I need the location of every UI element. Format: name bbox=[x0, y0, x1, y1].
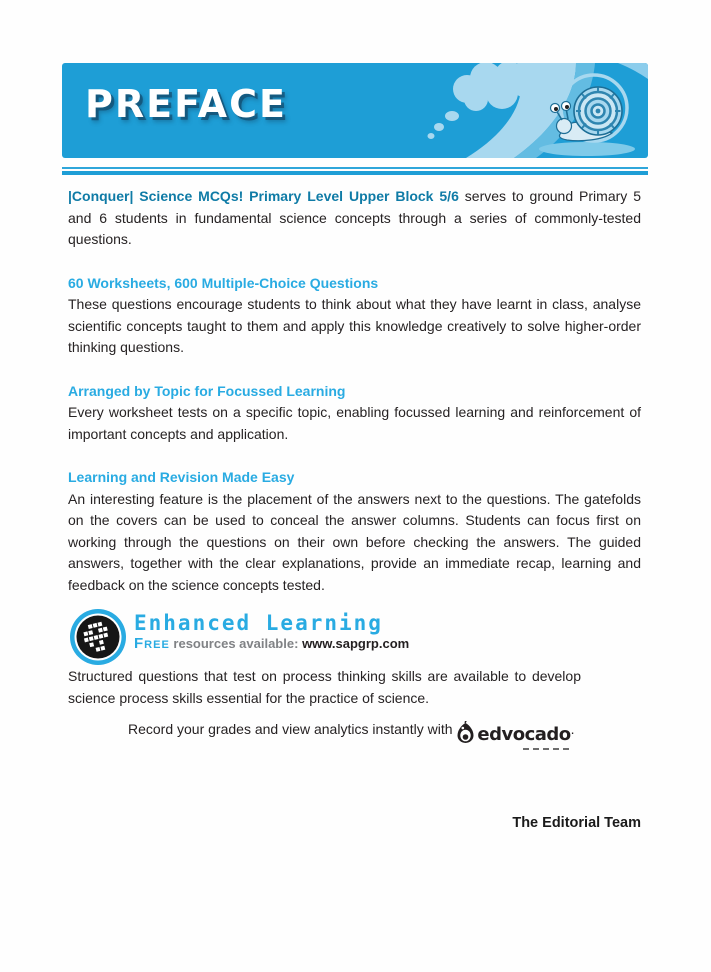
enhanced-learning-text bbox=[134, 608, 409, 652]
qr-badge-icon bbox=[69, 608, 127, 666]
enhanced-learning-title: Enhanced Learning bbox=[134, 611, 383, 635]
record-grades-line bbox=[128, 719, 641, 747]
header-divider bbox=[62, 167, 648, 175]
section-heading-arranged-by-topic: Arranged by Topic for Focussed Learning bbox=[68, 382, 346, 399]
record-line-period: . bbox=[570, 721, 575, 737]
section-body-learning-revision: An interesting feature is the placement of the answers next to the questions. The gatefolds on the covers can be used to conceal the answer columns. Students can focus first on working through the questions on their own before checking the answers. The guided answers, together with the clear explanations, provide an immediate recap, learning and feedback on the science concepts tested. bbox=[68, 490, 641, 593]
page-title: PREFACE bbox=[85, 82, 287, 126]
section-body-arranged-by-topic: Every worksheet tests on a specific topic, enabling focussed learning and reinforcement of important concepts and application. bbox=[68, 404, 641, 442]
edvocado-wordmark: edvocado bbox=[477, 724, 571, 745]
book-title: |Conquer| Science MCQs! Primary Level Upper Block 5/6 bbox=[68, 188, 459, 204]
header-banner bbox=[62, 63, 648, 158]
resources-label: resources available: bbox=[173, 636, 299, 651]
website-url: www.sapgrp.com bbox=[302, 636, 410, 651]
section-heading-worksheets: 60 Worksheets, 600 Multiple-Choice Questions bbox=[68, 274, 379, 291]
edvocado-logo bbox=[456, 721, 570, 747]
preface-body bbox=[68, 186, 641, 834]
free-label: Free bbox=[134, 635, 170, 652]
enhanced-learning-subtitle bbox=[134, 635, 409, 652]
editorial-team-signoff: The Editorial Team bbox=[512, 814, 641, 831]
brand-tagline-line bbox=[523, 748, 569, 750]
enhanced-learning-block bbox=[68, 608, 641, 666]
structured-questions-paragraph: Structured questions that test on process thinking skills are available to develop science process skills essential for the practice of science. bbox=[68, 668, 581, 706]
avocado-icon bbox=[456, 721, 475, 744]
record-grades-text: Record your grades and view analytics instantly with bbox=[128, 721, 453, 737]
intro-text: serves to ground Primary 5 and 6 students in fundamental science concepts through a series of commonly-tested questions. bbox=[68, 188, 641, 247]
section-heading-learning-revision: Learning and Revision Made Easy bbox=[68, 469, 295, 485]
section-body-worksheets: These questions encourage students to think about what they have learnt in class, analyse scientific concepts taught to them and apply this knowledge creatively to solve higher-order thinking questions. bbox=[68, 296, 641, 355]
intro-paragraph bbox=[68, 186, 641, 251]
